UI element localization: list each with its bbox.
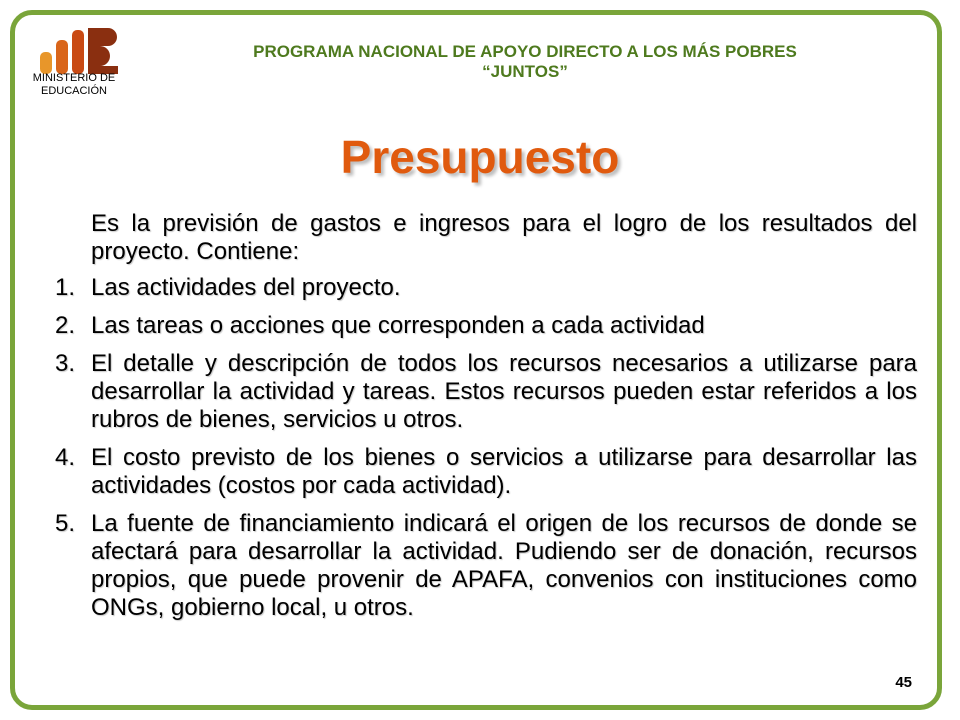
program-header-line2: “JUNTOS”: [482, 62, 568, 81]
budget-items-list: [55, 274, 917, 622]
logo-caption-line1: MINISTERIO DE: [32, 72, 116, 84]
list-item-number: 4.: [55, 444, 76, 471]
list-item: [55, 312, 917, 340]
logo-caption-line2: EDUCACIÓN: [40, 85, 107, 97]
slide-content: [55, 210, 917, 632]
list-item-text: La fuente de financiamiento indicará el origen de los recursos de donde se afectará para desarrollar la actividad. Pudiendo ser de donación, recursos propios, que puede provenir de APAFA, convenios con instituciones como ONGs, gobierno local, u otros.: [91, 510, 917, 621]
list-item-number: 3.: [55, 350, 76, 377]
list-item-text: Las actividades del proyecto.: [91, 274, 401, 301]
list-item-text: El detalle y descripción de todos los recursos necesarios a utilizarse para desarrollar la actividad y tareas. Estos recursos pueden estar referidos a los rubros de bienes, servicios u otros.: [91, 350, 917, 433]
logo-caption: [22, 72, 126, 98]
list-item-text: El costo previsto de los bienes o servicios a utilizarse para desarrollar las actividades (costos por cada actividad).: [91, 444, 917, 499]
ministerio-logo-icon: [22, 20, 132, 80]
list-item-number: 2.: [55, 312, 76, 339]
list-item-number: 1.: [55, 274, 76, 301]
list-item: [55, 444, 917, 500]
list-item: [55, 350, 917, 434]
list-item: [55, 510, 917, 622]
slide-title: Presupuesto: [340, 131, 620, 183]
page-number: 45: [895, 674, 912, 691]
program-header: [190, 42, 860, 82]
list-item: [55, 274, 917, 302]
list-item-number: 5.: [55, 510, 76, 537]
list-item-text: Las tareas o acciones que corresponden a cada actividad: [91, 312, 705, 339]
program-header-line1: PROGRAMA NACIONAL DE APOYO DIRECTO A LOS MÁS POBRES: [253, 42, 797, 61]
intro-paragraph: Es la previsión de gastos e ingresos para el logro de los resultados del proyecto. Contiene:: [91, 210, 917, 265]
